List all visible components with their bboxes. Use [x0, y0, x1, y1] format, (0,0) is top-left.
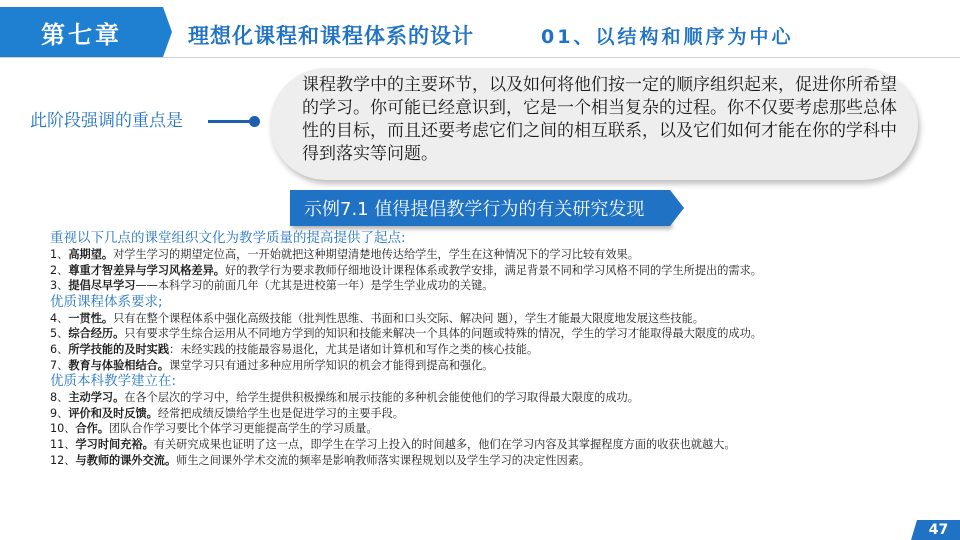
item-text: 好的教学行为要求教师仔细地设计课程体系或教学安排，满足背景不同和学习风格不同的学生所提出的需求。: [224, 263, 762, 277]
chapter-box: 第七章: [0, 7, 163, 57]
item-text: 团队合作学习要比个体学习更能提高学生的学习质量。: [109, 422, 378, 436]
group-heading: 优质课程体系要求;: [50, 293, 163, 310]
item-number: 9、: [50, 406, 69, 420]
example-banner: 示例7.1 值得提倡教学行为的有关研究发现: [290, 190, 670, 226]
group-2: [50, 294, 930, 373]
item-text: 在各个层次的学习中，给学生提供积极操练和展示技能的多种机会能使他们的学习取得最大限度的成功。: [124, 391, 639, 405]
list-item: [50, 358, 930, 374]
item-text: ：未经实践的技能最容易退化，尤其是诸如计算机和写作之类的核心技能。: [169, 342, 539, 356]
list-item: [50, 421, 930, 437]
list-item: [50, 311, 930, 327]
list-item: [50, 342, 930, 358]
findings-list: [50, 230, 930, 468]
item-keyword: 综合经历。: [68, 327, 125, 341]
item-number: 6、: [50, 342, 69, 356]
list-item: [50, 263, 930, 279]
item-keyword: 评价和及时反馈。: [68, 406, 158, 420]
emphasis-bubble-text: 课程教学中的主要环节，以及如何将他们按一定的顺序组织起来，促进你所希望的学习。你可能已经意识到，它是一个相当复杂的过程。你不仅要考虑那些总体性的目标，而且还要考虑它们之间的相互联系，以及它们如何才能在你的学科中得到落实等问题。: [302, 75, 897, 164]
page-number: 47: [917, 520, 960, 540]
list-item: [50, 453, 930, 469]
item-number: 12、: [50, 453, 76, 467]
item-text: 对学生学习的期望定位高，一开始就把这种期望清楚地传达给学生，学生在这种情况下的学习比较有效果。: [113, 248, 639, 261]
item-keyword: 合作。: [75, 422, 110, 436]
item-number: 1、: [50, 248, 69, 261]
item-text: ——本科学习的前面几年（尤其是进校第一年）是学生学业成功的关键。: [135, 279, 494, 293]
chapter-arrow: [163, 7, 172, 57]
item-keyword: 一贯性。: [68, 311, 114, 325]
list-item: [50, 247, 930, 263]
item-number: 2、: [50, 263, 69, 277]
group-heading: 重视以下几点的课堂组织文化为教学质量的提高提供了起点:: [50, 230, 406, 246]
item-number: 8、: [50, 391, 69, 405]
item-text: 只有在整个课程体系中强化高级技能（批判性思维、书面和口头交际、解决问 题），学生才能最大限度地发展这些技能。: [113, 311, 704, 325]
item-keyword: 主动学习。: [68, 391, 125, 405]
example-banner-arrow: [670, 190, 684, 226]
item-number: 10、: [50, 422, 76, 436]
section-title: 01、以结构和顺序为中心: [541, 26, 794, 48]
item-keyword: 提倡尽早学习: [68, 279, 136, 293]
item-text: 有关研究成果也证明了这一点，即学生在学习上投入的时间越多，他们在学习内容及其掌握程度方面的收获也就越大。: [153, 437, 736, 451]
emphasis-label: 此阶段强调的重点是: [30, 111, 183, 131]
group-1: [50, 230, 930, 294]
item-number: 11、: [50, 437, 76, 451]
item-number: 7、: [50, 358, 69, 372]
item-text: 师生之间课外学术交流的频率是影响教师落实课程规划以及学生学习的决定性因素。: [176, 453, 591, 467]
list-item: [50, 390, 930, 406]
connector-dot: [249, 116, 260, 127]
list-item: [50, 326, 930, 342]
item-text: 课堂学习只有通过多种应用所学知识的机会才能得到提高和强化。: [169, 358, 494, 372]
item-keyword: 与教师的课外交流。: [75, 453, 177, 467]
header-divider: [0, 57, 960, 58]
list-item: [50, 406, 930, 422]
item-text: 经常把成绩反馈给学生也是促进学习的主要手段。: [157, 406, 404, 420]
item-keyword: 学习时间充裕。: [75, 437, 154, 451]
item-number: 3、: [50, 279, 69, 293]
item-number: 5、: [50, 327, 69, 341]
list-item: [50, 437, 930, 453]
item-number: 4、: [50, 311, 69, 325]
group-heading: 优质本科教学建立在:: [50, 373, 177, 390]
list-item: [50, 278, 930, 294]
item-keyword: 所学技能的及时实践: [68, 342, 170, 356]
group-3: [50, 373, 930, 468]
item-keyword: 教育与体验相结合。: [68, 358, 170, 372]
connector-line: [208, 120, 252, 123]
item-text: 只有要求学生综合运用从不同地方学到的知识和技能来解决一个具体的问题或特殊的情况，学生的学习才能取得最大限度的成功。: [124, 327, 762, 341]
item-keyword: 尊重才智差异与学习风格差异。: [68, 263, 225, 277]
item-keyword: 高期望。: [68, 248, 114, 261]
course-title: 理想化课程和课程体系的设计: [188, 24, 474, 48]
